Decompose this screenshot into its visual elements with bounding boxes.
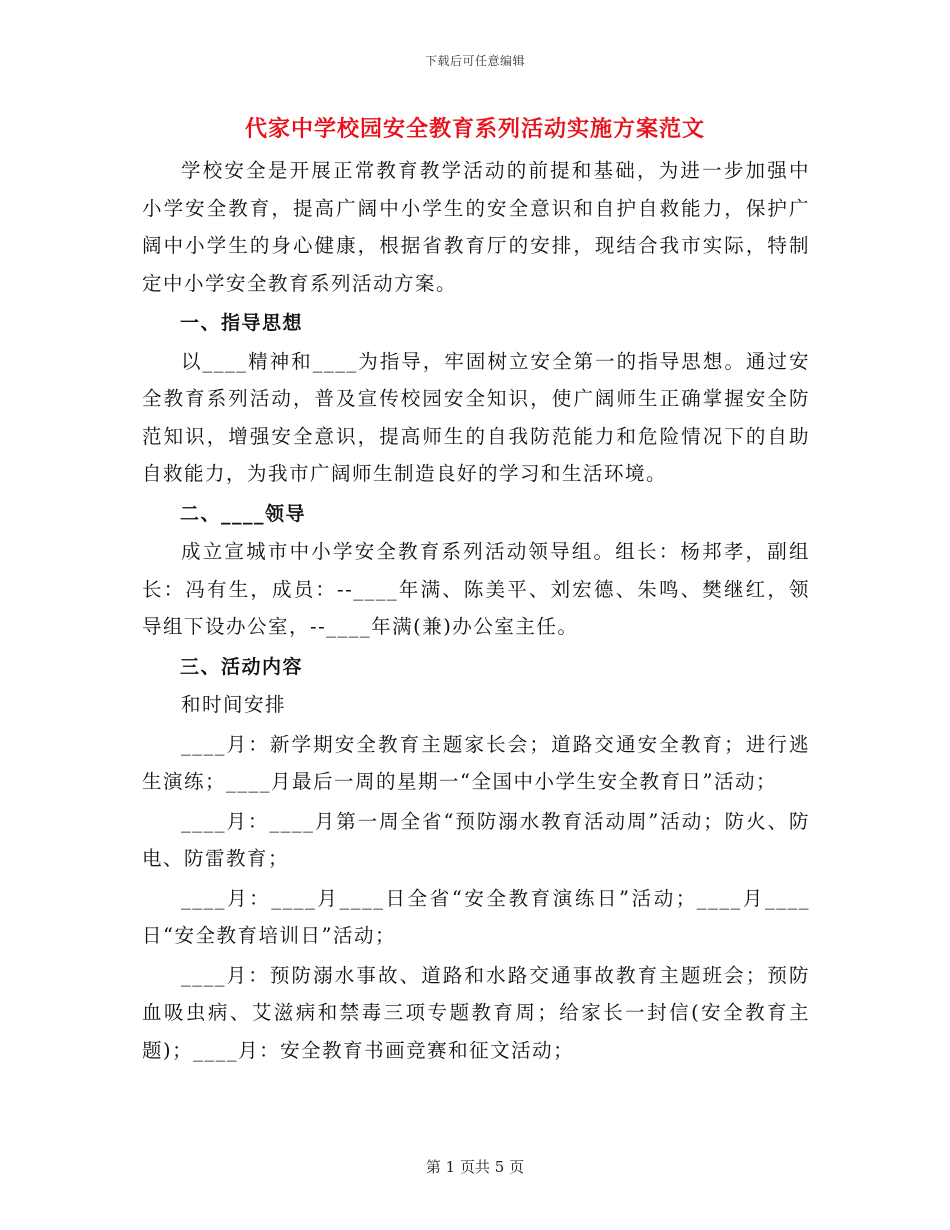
schedule-item: ____月：____月第一周全省“预防溺水教育活动周”活动；防火、防电、防雷教育； (142, 809, 810, 870)
schedule-item: ____月：____月____日全省“安全教育演练日”活动；____月____日“安全教育培训日”活动； (142, 886, 810, 947)
header-note: 下载后可任意编辑 (424, 54, 525, 68)
document-title: 代家中学校园安全教育系列活动实施方案范文 (244, 117, 705, 142)
document-body (142, 152, 810, 1069)
section-heading-guiding-thought: 一、指导思想 (180, 312, 304, 334)
guiding-thought-paragraph: 以____精神和____为指导，牢固树立安全第一的指导思想。通过安全教育系列活动，普及宣传校园安全知识，使广阔师生正确掌握安全防范知识，增强安全意识，提高师生的自我防范能力和危险情况下的自助自救能力，为我市广阔师生制造良好的学习和生活环境。 (142, 349, 810, 485)
leadership-paragraph: 成立宣城市中小学安全教育系列活动领导组。组长：杨邦孝，副组长：冯有生，成员：--____年满、陈美平、刘宏德、朱鸣、樊继红，领导组下设办公室，--____年满(兼)办公室主任。 (142, 540, 810, 638)
schedule-item: ____月：预防溺水事故、道路和水路交通事故教育主题班会；预防血吸虫病、艾滋病和禁毒三项专题教育周；给家长一封信(安全教育主题)；____月：安全教育书画竞赛和征文活动； (142, 963, 810, 1062)
section-heading-leadership: 二、____领导 (180, 502, 307, 525)
page-number-footer: 第 1 页共 5 页 (425, 1158, 525, 1176)
section-heading-activities: 三、活动内容 (180, 655, 304, 678)
schedule-intro-line: 和时间安排 (181, 693, 287, 716)
intro-paragraph: 学校安全是开展正常教育教学活动的前提和基础，为进一步加强中小学安全教育，提高广阔中小学生的安全意识和自护自救能力，保护广阔中小学生的身心健康，根据省教育厅的安排，现结合我市实际，特制定中小学安全教育系列活动方案。 (142, 159, 810, 295)
schedule-item: ____月：新学期安全教育主题家长会；道路交通安全教育；进行逃生演练；____月最后一周的星期一“全国中小学生安全教育日”活动； (142, 732, 810, 793)
